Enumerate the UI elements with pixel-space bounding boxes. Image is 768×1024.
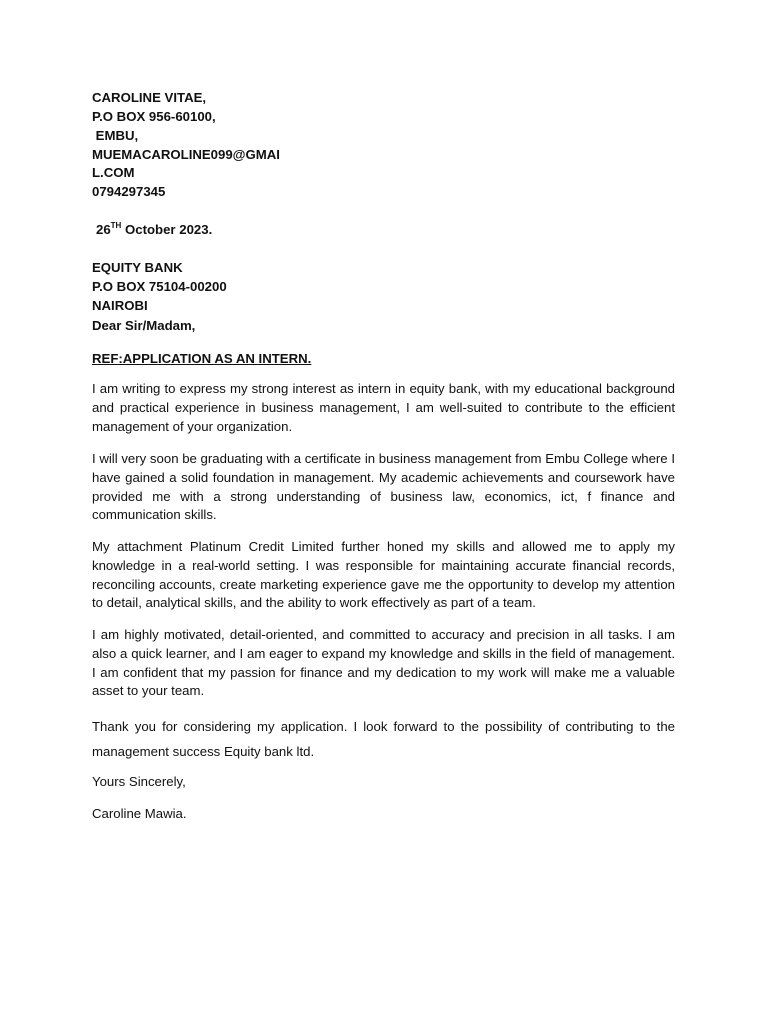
- date-suffix: TH: [110, 220, 122, 230]
- recipient-city: NAIROBI: [92, 298, 148, 313]
- paragraph-experience: My attachment Platinum Credit Limited further honed my skills and allowed me to apply my knowledge in a real-world setting. I was responsible for maintaining accurate financial records, reconciling accounts, create marketing experience gave me the opportunity to develop my attention to detail, analytical skills, and the ability to work effectively as part of a team.: [92, 539, 675, 611]
- recipient-box: P.O BOX 75104-00200: [92, 279, 227, 294]
- subject-line: REF:APPLICATION AS AN INTERN.: [92, 351, 312, 366]
- paragraph-education: I will very soon be graduating with a certificate in business management from Embu College where I have gained a solid foundation in management. My academic achievements and coursework have provided me with a strong understanding of business law, economics, ict, f finance and communication skills.: [92, 451, 675, 523]
- salutation: Dear Sir/Madam,: [92, 318, 196, 333]
- paragraph-thanks: Thank you for considering my application. I look forward to the possibility of contributing to the management success Equity bank ltd.: [92, 719, 675, 759]
- sender-email-line1: MUEMACAROLINE099@GMAI: [92, 147, 280, 162]
- letter-date: [96, 220, 212, 239]
- sender-email-line2: L.COM: [92, 165, 135, 180]
- date-rest: October 2023.: [121, 222, 213, 237]
- paragraph-intro: I am writing to express my strong interest as intern in equity bank, with my educational background and practical experience in business management, I am well-suited to contribute to the efficient management of your organization.: [92, 381, 675, 434]
- sender-town: EMBU,: [92, 128, 139, 143]
- recipient-name: EQUITY BANK: [92, 260, 183, 275]
- closing: Yours Sincerely,: [92, 774, 186, 789]
- sender-phone: 0794297345: [92, 184, 166, 199]
- date-day: 26: [96, 222, 111, 237]
- sender-name: CAROLINE VITAE,: [92, 90, 207, 105]
- sender-box: P.O BOX 956-60100,: [92, 109, 216, 124]
- signature: Caroline Mawia.: [92, 806, 187, 821]
- paragraph-qualities: I am highly motivated, detail-oriented, and committed to accuracy and precision in all tasks. I am also a quick learner, and I am eager to expand my knowledge and skills in the field of management. I am confident that my passion for finance and my dedication to my work will make me a valuable asset to your team.: [92, 627, 675, 699]
